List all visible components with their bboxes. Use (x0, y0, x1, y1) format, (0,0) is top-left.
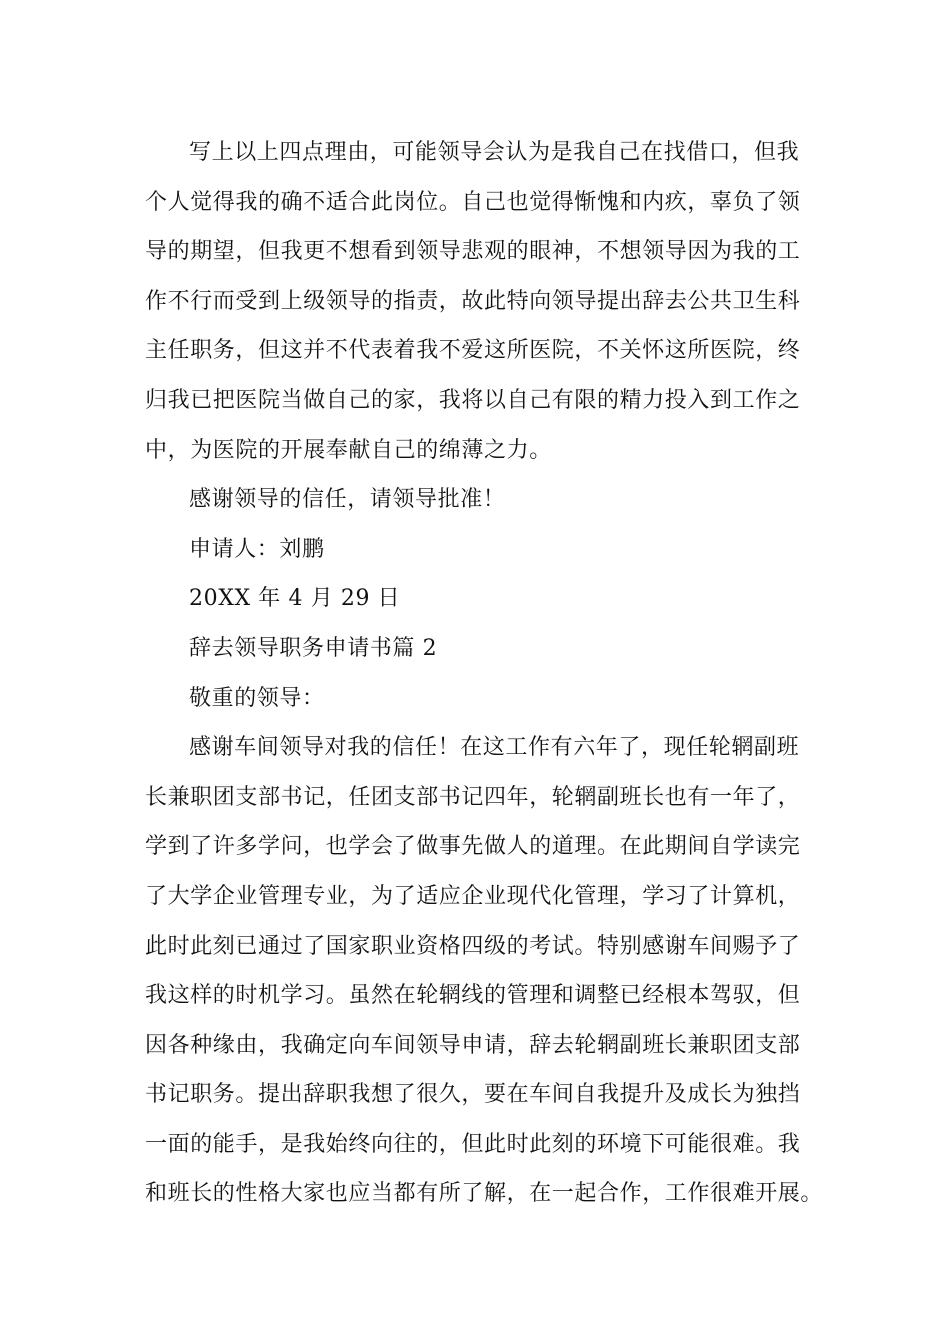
paragraph-line: 了大学企业管理专业，为了适应企业现代化管理，学习了计算机， (145, 883, 801, 909)
paragraph-line: 因各种缘由，我确定向车间领导申请，辞去轮辋副班长兼职团支部 (145, 1032, 801, 1058)
paragraph-line: 和班长的性格大家也应当都有所了解，在一起合作，工作很难开展。 (145, 1181, 824, 1207)
paragraph-line: 一面的能手，是我始终向往的，但此时此刻的环境下可能很难。我 (145, 1131, 801, 1157)
paragraph-line: 主任职务，但这并不代表着我不爱这所医院，不关怀这所医院，终 (145, 338, 801, 364)
paragraph-line: 我这样的时机学习。虽然在轮辋线的管理和调整已经根本驾驭，但 (145, 983, 801, 1009)
paragraph-line: 感谢车间领导对我的信任！在这工作有六年了，现任轮辋副班 (189, 735, 800, 761)
paragraph-line: 长兼职团支部书记，任团支部书记四年，轮辋副班长也有一年了， (145, 784, 801, 810)
paragraph-line: 作不行而受到上级领导的指责，故此特向领导提出辞去公共卫生科 (145, 288, 801, 314)
paragraph-line: 归我已把医院当做自己的家，我将以自己有限的精力投入到工作之 (145, 387, 801, 413)
paragraph-line: 写上以上四点理由，可能领导会认为是我自己在找借口，但我 (189, 140, 800, 165)
applicant-line: 申请人：刘鹏 (189, 536, 325, 562)
document-body (145, 128, 835, 1219)
salutation: 敬重的领导： (189, 685, 325, 711)
paragraph-line: 中，为医院的开展奉献自己的绵薄之力。 (145, 437, 552, 463)
paragraph-line: 学到了许多学问，也学会了做事先做人的道理。在此期间自学读完 (145, 834, 801, 860)
paragraph-line: 导的期望，但我更不想看到领导悲观的眼神，不想领导因为我的工 (145, 239, 801, 265)
thanks-line: 感谢领导的信任，请领导批准！ (189, 487, 506, 513)
section-title: 辞去领导职务申请书篇 2 (189, 635, 438, 661)
paragraph-line: 个人觉得我的确不适合此岗位。自己也觉得惭愧和内疚，辜负了领 (145, 189, 801, 215)
paragraph-line: 此时此刻已通过了国家职业资格四级的考试。特别感谢车间赐予了 (145, 933, 801, 959)
paragraph-line: 书记职务。提出辞职我想了很久，要在车间自我提升及成长为独挡 (145, 1082, 801, 1108)
date-line: 20XX 年 4 月 29 日 (189, 586, 401, 612)
